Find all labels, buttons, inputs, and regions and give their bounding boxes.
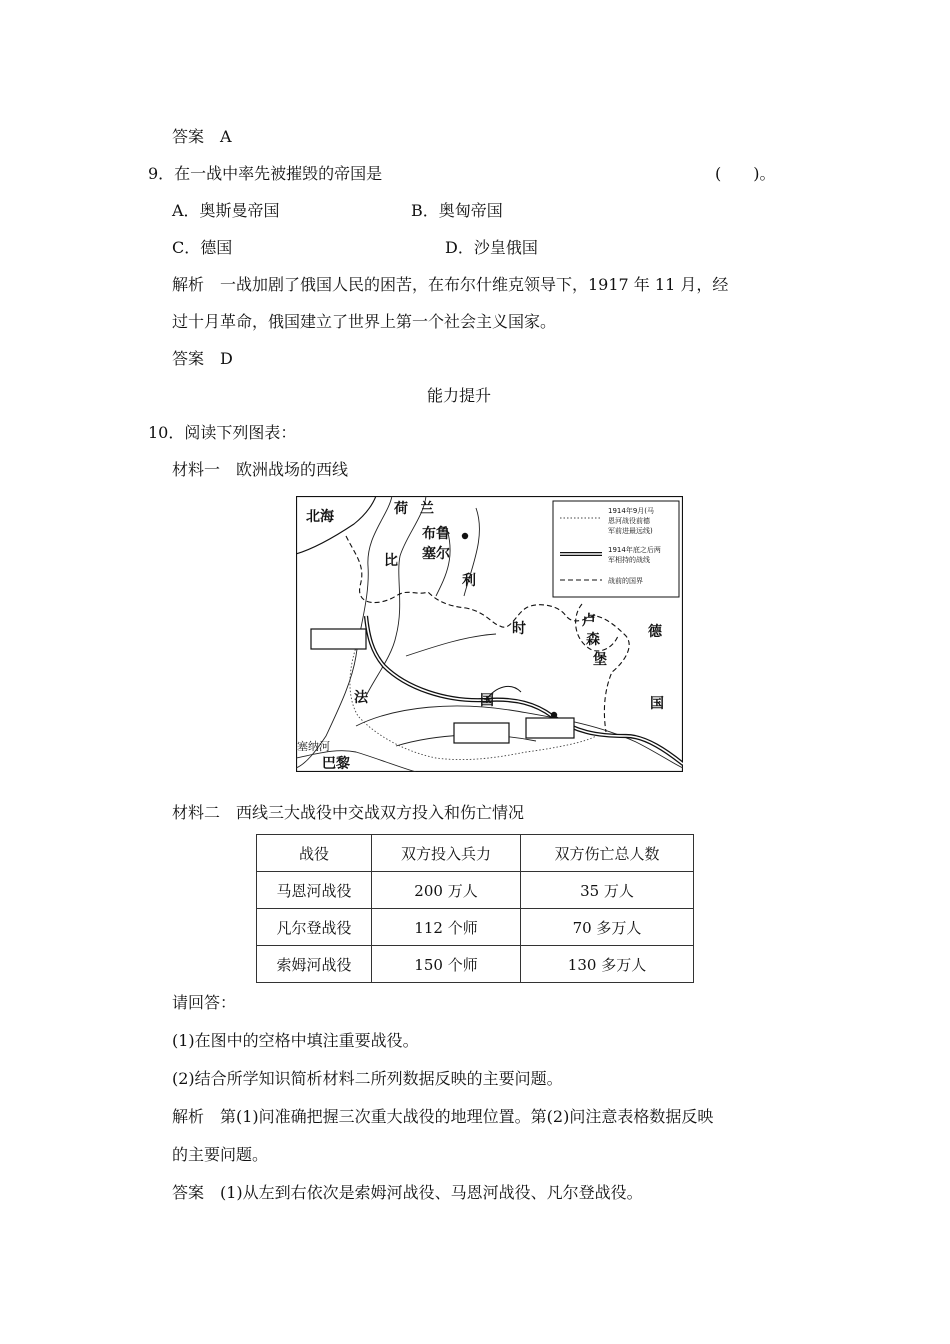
brussels-dot [462,533,468,539]
table-cell: 112 个师 [372,909,521,946]
verdun-dot [551,712,557,718]
label-shi: 时 [512,621,526,637]
label-de: 德 [648,624,662,640]
q10-stem: 10．阅读下列图表： [148,423,297,442]
label-paris: 巴黎 [322,756,350,772]
q10-answer: 答案 (1)从左到右依次是索姆河战役、马恩河战役、凡尔登战役。 [172,1183,643,1202]
label-fa: 法 [354,690,368,706]
label-sen: 森 [586,632,600,648]
label-seine: 塞纳河 [297,740,330,753]
label-bao: 堡 [593,652,607,668]
table-cell: 凡尔登战役 [257,909,372,946]
q9-stem: 9．在一战中率先被摧毁的帝国是 [148,164,383,183]
label-brussels-2: 塞尔 [422,546,450,562]
blank-box-left [311,629,366,649]
table-cell: 索姆河战役 [257,946,372,983]
q10-sub2: (2)结合所学知识简析材料二所列数据反映的主要问题。 [172,1069,563,1088]
q9-answer-paren: ( )。 [715,164,776,183]
western-front-map [296,496,683,772]
legend-item2-line1: 1914年底之后两 [608,546,661,554]
q9-option-d: D．沙皇俄国 [445,238,538,257]
table-cell: 130 多万人 [521,946,694,983]
label-li: 利 [462,573,476,589]
material-one-title: 材料一 欧洲战场的西线 [172,460,349,479]
q9-analysis-line2: 过十月革命，俄国建立了世界上第一个社会主义国家。 [172,312,557,331]
table-header-cell: 双方投入兵力 [372,835,521,872]
label-lan: 兰 [420,501,434,517]
table-header-row [257,835,694,872]
legend-item1-line2: 恩河战役前德 [608,517,650,525]
legend-item3: 战前的国界 [608,577,643,585]
legend-item1-line3: 军前进最远线) [608,527,653,535]
table-cell: 马恩河战役 [257,872,372,909]
label-lu: 卢 [582,613,596,629]
label-north-sea: 北海 [306,509,334,525]
label-germany-guo: 国 [650,696,664,712]
map-svg [296,496,683,772]
q10-analysis-line2: 的主要问题。 [172,1145,269,1164]
q10-sub1: (1)在图中的空格中填注重要战役。 [172,1031,419,1050]
q10-ask: 请回答： [172,993,237,1012]
table-cell: 150 个师 [372,946,521,983]
label-bi: 比 [384,553,398,569]
table-header-cell: 双方伤亡总人数 [521,835,694,872]
label-brussels-1: 布鲁 [422,526,450,542]
table-row [257,946,694,983]
blank-box-middle [454,723,509,743]
table-row [257,872,694,909]
q9-option-b: B．奥匈帝国 [411,201,503,220]
legend-item2-line2: 军相持的战线 [608,556,650,564]
q8-answer: 答案 A [172,127,232,146]
label-france-guo: 国 [480,693,494,709]
q10-analysis-line1: 解析 第(1)问准确把握三次重大战役的地理位置。第(2)问注意表格数据反映 [172,1107,714,1126]
blank-box-right [526,718,574,738]
table-cell: 35 万人 [521,872,694,909]
q9-answer: 答案 D [172,349,233,368]
table-cell: 70 多万人 [521,909,694,946]
label-he: 荷 [394,501,408,517]
legend-item1-line1: 1914年9月(马 [608,507,654,515]
q9-option-c: C．德国 [172,238,233,257]
table-row [257,909,694,946]
q9-option-a: A．奥斯曼帝国 [172,201,280,220]
q9-analysis-line1: 解析 一战加剧了俄国人民的困苦，在布尔什维克领导下，1917 年 11 月，经 [172,275,729,294]
section-title: 能力提升 [427,386,492,405]
material-two-title: 材料二 西线三大战役中交战双方投入和伤亡情况 [172,803,525,822]
battle-table [256,834,694,983]
table-header-cell: 战役 [257,835,372,872]
table-cell: 200 万人 [372,872,521,909]
